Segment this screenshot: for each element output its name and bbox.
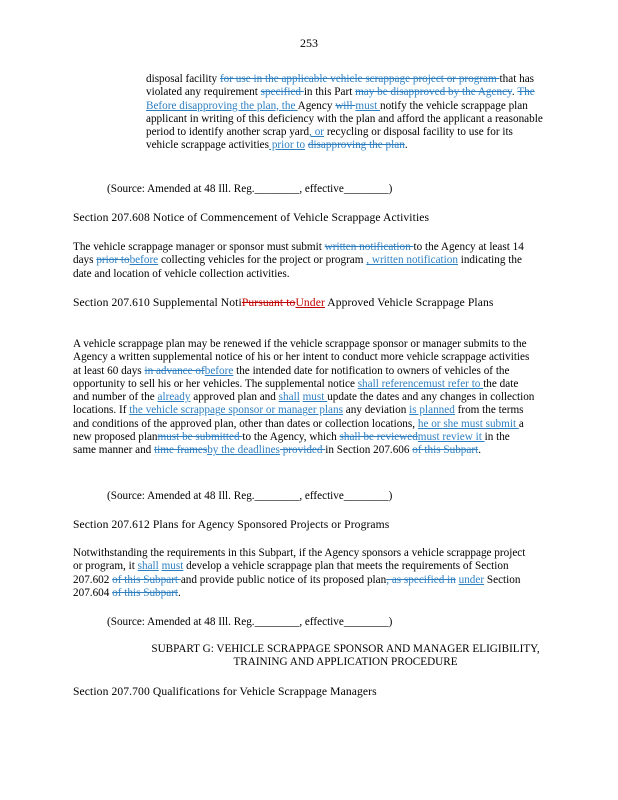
section-heading-207-608: Section 207.608 Notice of Commencement of Vehicle Scrappage Activities — [73, 211, 430, 224]
text: in this Part — [303, 86, 356, 99]
inserted-text: shall — [137, 560, 159, 573]
text: disposal facility — [146, 73, 220, 85]
deleted-text: provided — [279, 444, 326, 457]
page-number: 253 — [300, 36, 318, 50]
text: a new proposed plan — [73, 417, 524, 444]
deleted-text: must be submitted — [157, 431, 243, 444]
deleted-text: of this Subpart — [112, 573, 181, 586]
text: to the Agency at least 14 days — [73, 241, 524, 267]
deleted-text: time frames — [154, 444, 208, 457]
text: . — [178, 586, 181, 599]
section-207-610-body — [73, 338, 535, 458]
section-heading-207-612: Section 207.612 Plans for Agency Sponsored Projects or Programs — [73, 518, 390, 531]
text: approved plan and — [190, 391, 279, 404]
text: from the terms and conditions of the approved plan, other than dates or collection locations, — [73, 404, 524, 430]
heading-text: Section 207.610 Supplemental Noti — [73, 296, 242, 309]
inserted-text: before — [129, 254, 159, 267]
text: the intended date for notification to owners of vehicles of the opportunity to sell his or her vehicles. The supplemental notice — [73, 364, 510, 390]
deleted-text: written notification — [324, 241, 414, 253]
deleted-text: specified — [260, 86, 304, 99]
inserted-text: already — [157, 391, 191, 404]
inserted-text: shall — [278, 391, 300, 404]
inserted-text: must — [161, 560, 184, 573]
source-note: (Source: Amended at 48 Ill. Reg.________, effective________) — [107, 616, 393, 628]
source-note: (Source: Amended at 48 Ill. Reg.________, effective________) — [107, 183, 393, 195]
deleted-text: The — [517, 86, 535, 99]
inserted-text: he or she must submit — [417, 417, 519, 430]
subpart-g-heading — [73, 643, 618, 670]
deleted-text: shall be reviewed — [339, 431, 418, 444]
inserted-text: Before disapproving the plan, the — [146, 99, 298, 112]
text: the date and number of the — [73, 377, 519, 404]
inserted-text: is planned — [409, 404, 455, 417]
deleted-text: may be disapproved by the Agency — [355, 86, 512, 99]
text: update the dates and any changes in collection locations. If — [73, 391, 535, 417]
inserted-text: must refer to — [423, 377, 484, 390]
section-207-612-body — [73, 547, 535, 600]
deleted-text: of this Subpart — [112, 586, 179, 599]
inserted-text: Under — [295, 296, 325, 309]
section-heading-207-700: Section 207.700 Qualifications for Vehicle Scrappage Managers — [73, 685, 377, 698]
text: in the same manner and — [73, 431, 510, 457]
text: Section 207.604 — [73, 573, 521, 599]
deleted-text: in advance of — [144, 364, 205, 377]
text: recycling or disposal facility to use for its vehicle scrappage activities — [146, 126, 513, 152]
inserted-text: , written notification — [366, 254, 458, 267]
inserted-text: before — [204, 364, 234, 377]
continued-paragraph — [146, 73, 546, 153]
deleted-text: prior to — [96, 254, 130, 267]
text: The vehicle scrappage manager or sponsor must submit — [73, 241, 325, 253]
text: collecting vehicles for the project or program — [158, 254, 367, 267]
text: A vehicle scrappage plan may be renewed if the vehicle scrappage sponsor or manager submits to the Agency a written supplemental notice of his or her intent to conduct more vehicle scrappage activities at least 60 days — [73, 338, 530, 377]
deleted-text: disapproving the plan — [307, 139, 405, 152]
inserted-text: must review it — [417, 431, 485, 444]
inserted-text: under — [458, 573, 485, 586]
text: Notwithstanding the requirements in this Subpart, if the Agency sponsors a vehicle scrappage project or program, it — [73, 547, 526, 573]
inserted-text: prior to — [269, 139, 306, 152]
heading-text: Approved Vehicle Scrappage Plans — [324, 296, 494, 309]
source-note: (Source: Amended at 48 Ill. Reg.________, effective________) — [107, 490, 393, 502]
inserted-text: must — [302, 391, 328, 404]
deleted-text: will — [335, 99, 356, 112]
deleted-text: of this Subpart — [412, 444, 479, 457]
deleted-text: for use in the applicable vehicle scrappage project or program — [219, 73, 500, 85]
text: in Section 207.606 — [325, 444, 413, 457]
text: indicating the date and location of vehicle collection activities. — [73, 254, 522, 280]
text: and provide public notice of its proposed plan — [180, 573, 387, 586]
text: to the Agency, which — [242, 431, 340, 444]
text: Agency — [297, 99, 336, 112]
inserted-text: the vehicle scrappage sponsor or manager plans — [129, 404, 343, 417]
section-207-608-body — [73, 241, 535, 281]
text: develop a vehicle scrappage plan that meets the requirements of Section 207.602 — [73, 560, 509, 586]
inserted-text: must — [355, 99, 380, 112]
text: any deviation — [342, 404, 410, 417]
text: . — [478, 444, 481, 457]
inserted-text: shall reference — [357, 377, 424, 390]
text: . — [511, 86, 518, 99]
deleted-text: Pursuant to — [241, 296, 296, 309]
text: that has violated any requirement — [146, 73, 535, 99]
inserted-text: by the deadlines — [207, 444, 280, 457]
text: notify the vehicle scrappage plan applicant in writing of this deficiency with the plan and afford the applicant a reasonable period to identify another scrap yard — [146, 99, 543, 139]
text: . — [404, 139, 408, 152]
subpart-title-line-1: SUBPART G: VEHICLE SCRAPPAGE SPONSOR AND MANAGER ELIGIBILITY, — [151, 643, 540, 655]
subpart-title-line-2: TRAINING AND APPLICATION PROCEDURE — [233, 656, 458, 669]
section-heading-207-610 — [73, 296, 543, 309]
inserted-text: , or — [309, 126, 325, 139]
deleted-text: , as specified in — [386, 573, 456, 586]
